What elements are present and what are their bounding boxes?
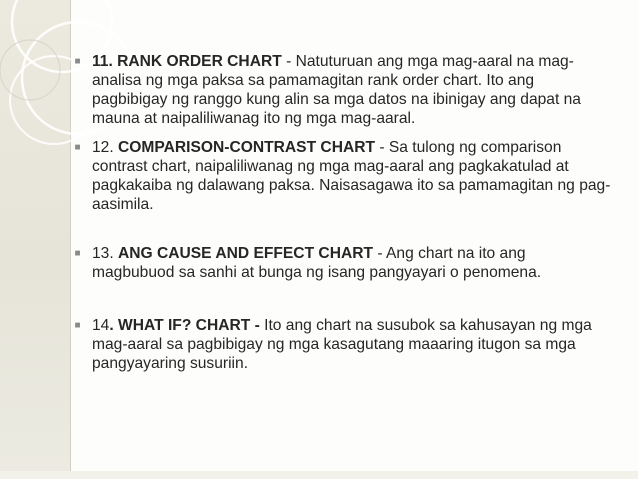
bullet-text [92, 138, 612, 214]
bullet-separator: - [375, 139, 389, 156]
bullet-lead: 14 [92, 317, 110, 334]
bullet-body: Ito ang chart na susubok sa kahusayan ng mga mag-aaral sa pagbibigay ng mga kasagutang maaaring itugon sa mga pangyayaring susuriin. [92, 317, 592, 372]
square-bullet-icon: ■ [74, 56, 81, 67]
bottom-band [0, 471, 638, 479]
bullet-title: COMPARISON-CONTRAST CHART [118, 139, 376, 156]
square-bullet-icon: ■ [74, 142, 81, 153]
square-bullet-icon: ■ [74, 320, 81, 331]
bullet-title: . WHAT IF? CHART - [109, 317, 265, 334]
bullet-lead: 13. [92, 245, 119, 262]
bullet-title: 11. RANK ORDER CHART [92, 53, 282, 70]
bullet-text [92, 52, 612, 128]
bullet-body: Sa tulong ng comparison contrast chart, naipaliliwanag ng mga mag-aaral ang pagkakatulad at pagkakaiba ng dalawang paksa. Naisasagawa ito sa pamamagitan ng pag-aasimila. [92, 139, 611, 213]
bullet-separator: - [373, 245, 386, 262]
bullet-title: ANG CAUSE AND EFFECT CHART [118, 245, 373, 262]
bullet-body: Natuturuan ang mga mag-aaral na mag-analisa ng mga paksa sa pamamagitan rank order chart. Ito ang pagbibigay ng ranggo kung alin sa mga datos na ibinigay ang dapat na mauna at naipaliliwanag ito ng mga mag-aaral. [92, 53, 581, 127]
square-bullet-icon: ■ [74, 248, 81, 259]
bullet-separator: - [281, 53, 296, 70]
bullet-text [92, 244, 612, 282]
bullet-lead: 12. [92, 139, 119, 156]
bullet-body: Ang chart na ito ang magbubuod sa sanhi at bunga ng isang pangyayari o penomena. [92, 245, 542, 281]
bullet-text [92, 316, 612, 373]
